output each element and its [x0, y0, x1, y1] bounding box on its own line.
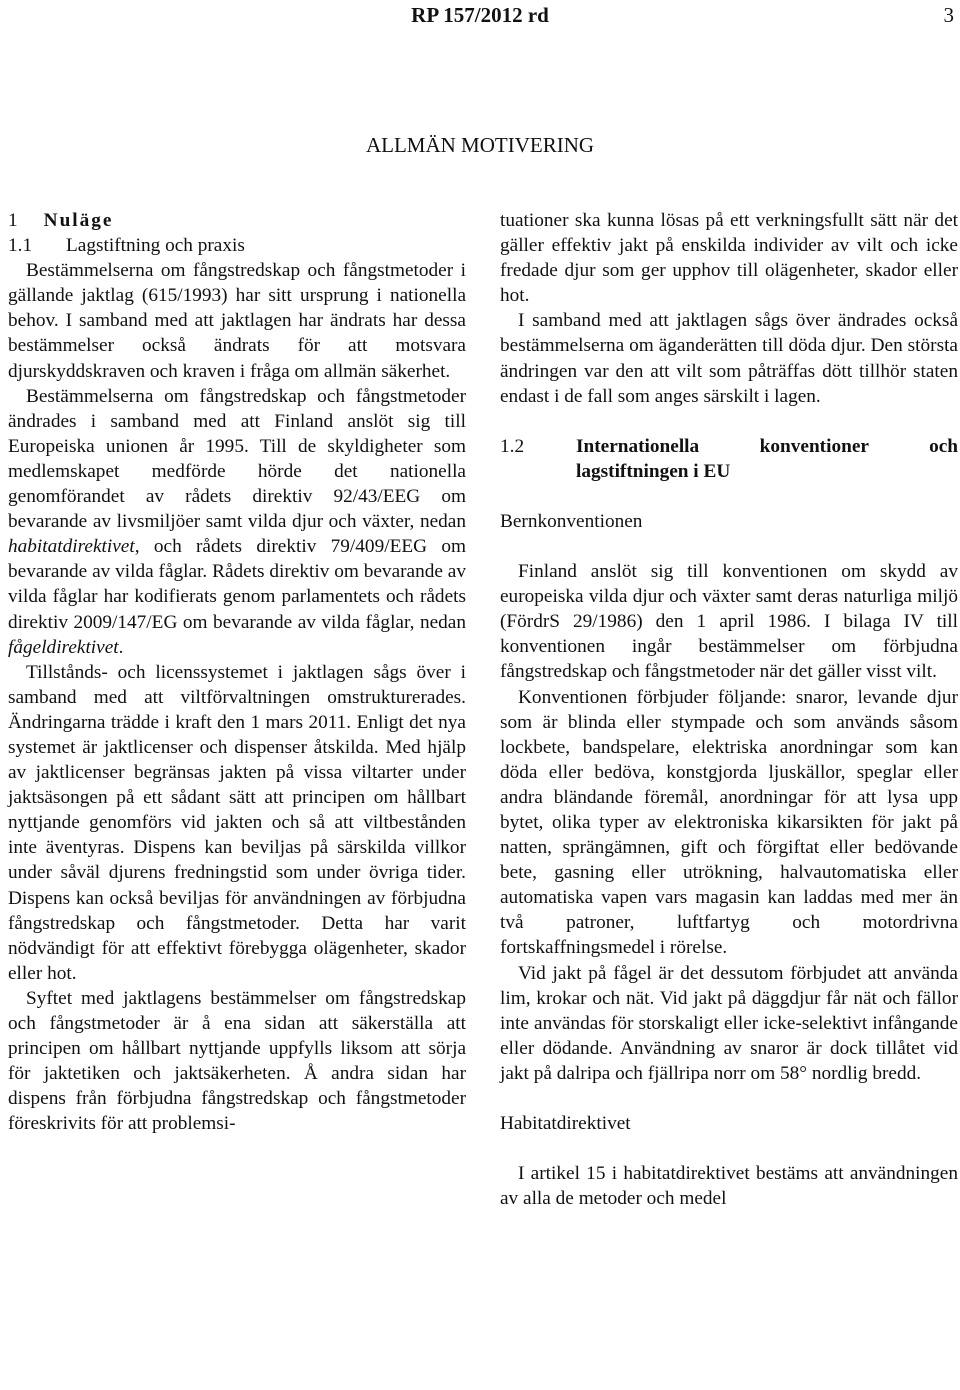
subsection-title: Lagstiftning och praxis: [66, 235, 245, 257]
running-header-title: RP 157/2012 rd: [411, 3, 549, 27]
paragraph: Bestämmelserna om fångstredskap och fångstmetoder i gällande jaktlag (615/1993) har sitt ursprung i nationella behov. I samband med att jaktlagen har ändrats har dessa bestämmelser också ändrats för att motsvara djurskyddskraven och kraven i fråga om allmän säkerhet.: [8, 260, 466, 382]
paragraph: Konventionen förbjuder följande: snaror, levande djur som är blinda eller stympade och som används såsom lockbete, bandspelare, elektriska anordningar som kan döda eller bedöva, konstgjorda ljuskällor, speglar eller andra bländande föremål, anordningar för att lysa upp bytet, olika typer av elektroniska kikarsikten för jakt på natten, sprängämnen, gift och förgiftat eller bedövande bete, gasning eller utrökning, halvautomatiska eller automatiska vapen vars magasin kan laddas med mer än två patroner, luftfartyg och motordrivna fortskaffningsmedel i rörelse.: [500, 686, 958, 959]
paragraph-text: Bestämmelserna om fångstredskap och fångstmetoder ändrades i samband med att Finland anslöt sig till Europeiska unionen år 1995. Till de skyldigheter som medlemskapet medförde hörde det nationella genomförandet av rådets direktiv 92/43/EEG om bevarande av livsmiljöer samt vilda djur och växter, nedan: [8, 385, 466, 533]
subheading-habitatdirektivet: Habitatdirektivet: [500, 1113, 631, 1134]
paragraph-text: , och rådets direktiv 79/409/EEG om bevarande av vilda fåglar. Rådets direktiv om bevarande av vilda fåglar har kodifierats genom parlamentets och rådets direktiv 2009/147/EG om bevarande av vilda fåglar, nedan: [8, 536, 466, 633]
paragraph: I samband med att jaktlagen sågs över ändrades också bestämmelserna om äganderätten till döda djur. Den största ändringen var den att vilt som påträffas dött tillhör staten endast i de fall som anges särskilt i lagen.: [500, 310, 958, 407]
paragraph: Syftet med jaktlagens bestämmelser om fångstredskap och fångstmetoder är å ena sidan att säkerställa att principen om hållbart nyttjande uppfylls liksom att sörja för jaktetiken och jaktsäkerheten. Å andra sidan har dispens från förbjudna fångstredskap och fångstmetoder föreskrivits för att problemsi-: [8, 987, 466, 1135]
paragraph: Tillstånds- och licenssystemet i jaktlagen sågs över i samband med att viltförvaltningen omstrukturerades. Ändringarna trädde i kraft den 1 mars 2011. Enligt det nya systemet är jaktlicenser och dispenser åtskilda. Med hjälp av jaktlicenser begränsas jakten på vissa viltarter under jaktsäsongen på ett sådant sätt att principen om hållbart nyttjande genomförs vid jakten och så att viltbestånden inte äventyras. Dispens kan beviljas på särskilda villkor under såväl djurens fredningstid som under övriga tider. Dispens kan också beviljas för användningen av förbjudna fångstredskap och fångstmetoder. Detta har varit nödvändigt för att effektivt förebygga olägenheter, skador eller hot.: [8, 661, 466, 984]
main-heading: ALLMÄN MOTIVERING: [365, 133, 595, 157]
paragraph: I artikel 15 i habitatdirektivet bestäms att användningen av alla de metoder och medel: [500, 1163, 958, 1210]
paragraph-text: .: [118, 636, 124, 658]
right-column: [500, 208, 958, 1211]
subsection-heading: [500, 434, 958, 484]
paragraph: Vid jakt på fågel är det dessutom förbjudet att använda lim, krokar och nät. Vid jakt på däggdjur får nät och fällor inte användas för storskaligt eller icke-selektivt infångande eller dödande. Användning av snaror är dock tillåtet vid jakt på dalripa och fjällripa norr om 58° nordlig bredd.: [500, 962, 958, 1084]
section-heading: [8, 208, 466, 233]
page-number: 3: [943, 3, 954, 27]
term-fageldirektivet: fågeldirektivet: [8, 636, 119, 658]
subsection-title-line1: Internationella konventioner och: [576, 435, 958, 457]
section-title: Nuläge: [43, 210, 114, 231]
paragraph: [8, 384, 466, 660]
section-number: 1: [8, 210, 18, 231]
paragraph: Finland anslöt sig till konventionen om skydd av europeiska vilda djur och växter samt deras naturliga miljö (FördrS 29/1986) den 1 april 1986. I bilaga IV till konventionen ingår bestämmelser om förbjudna fångstredskap och fångstmetoder när det gäller visst vilt.: [500, 561, 958, 683]
subsection-heading: [8, 233, 466, 258]
subsection-number: 1.1: [8, 235, 33, 257]
left-column: [8, 208, 466, 1136]
subsection-title-line2: lagstiftningen i EU: [576, 460, 731, 482]
subsection-number: 1.2: [500, 435, 525, 457]
paragraph: tuationer ska kunna lösas på ett verkningsfullt sätt när det gäller effektiv jakt på enskilda individer av vilt och icke fredade djur som ger upphov till olägenheter, skador eller hot.: [500, 210, 958, 307]
subheading-bernkonventionen: Bernkonventionen: [500, 510, 643, 532]
term-habitatdirektivet: habitatdirektivet: [8, 536, 135, 558]
